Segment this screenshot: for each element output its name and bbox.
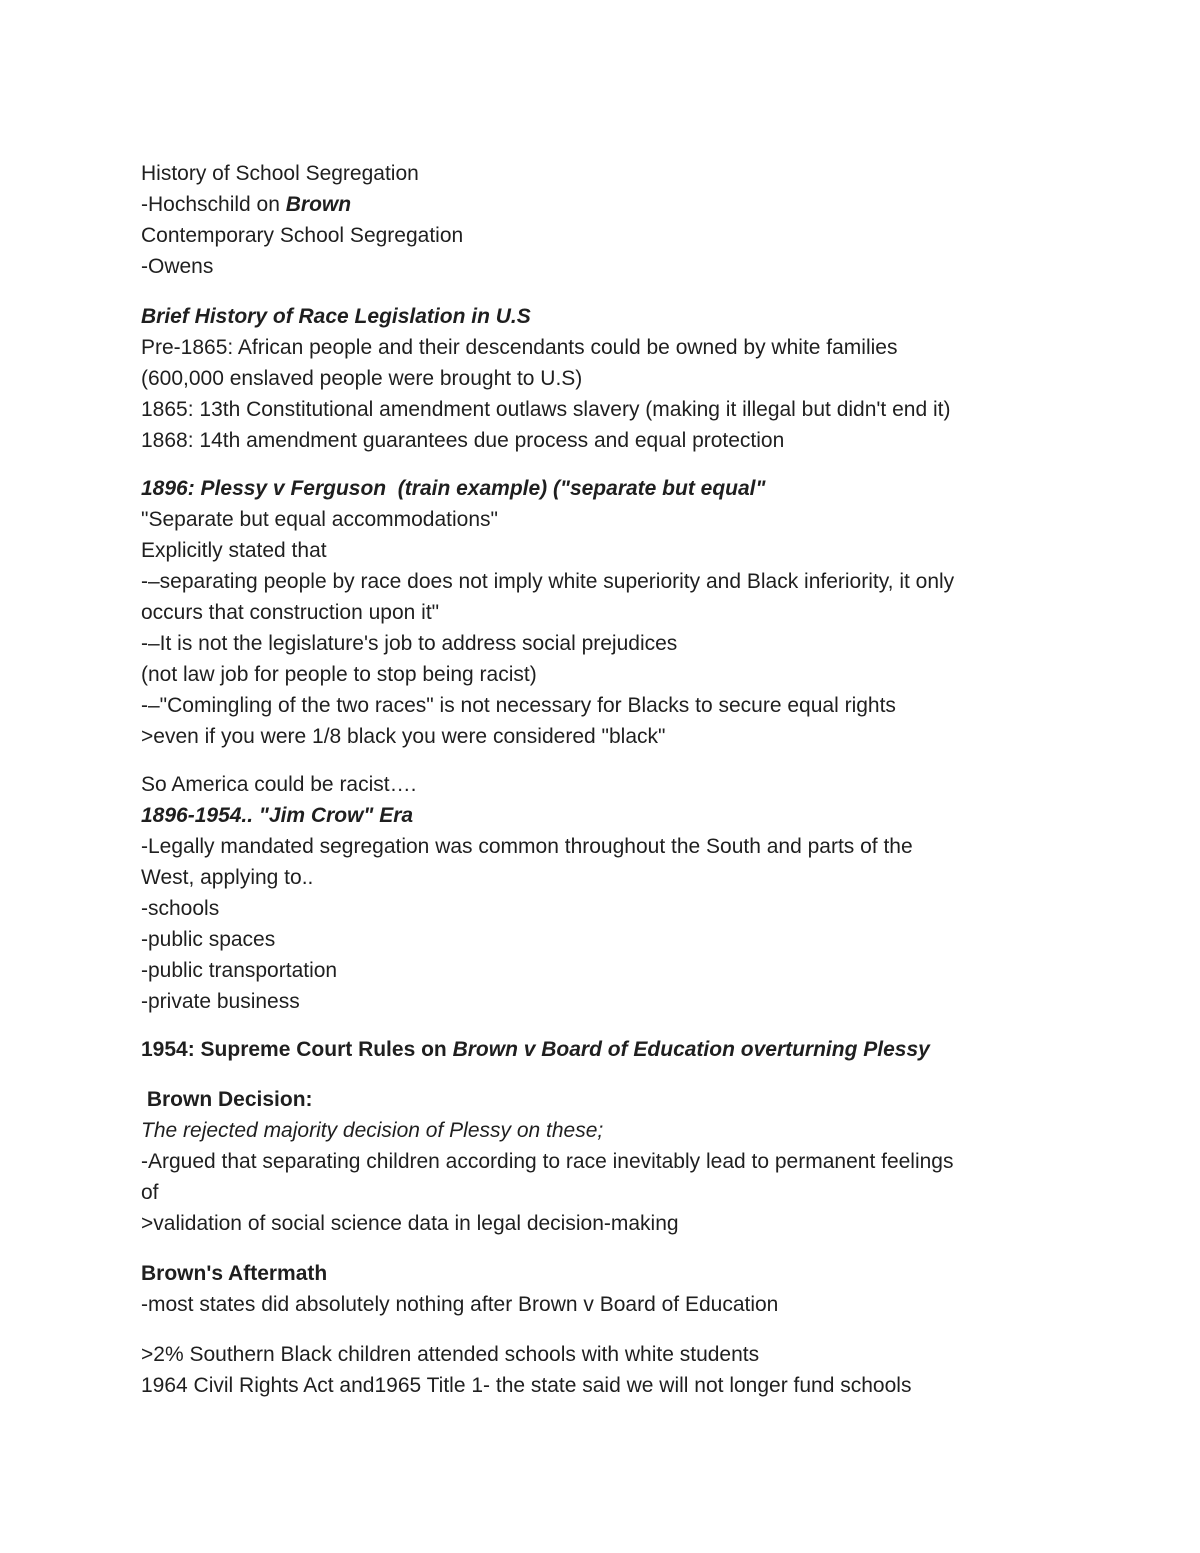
ruling-bold: 1954: Supreme Court Rules on <box>141 1038 453 1061</box>
intro-line-2-prefix: -Hochschild on <box>141 193 286 216</box>
document-page <box>141 158 1081 1401</box>
intro-line-3: Contemporary School Segregation <box>141 224 464 247</box>
jim-crow-line: -public transportation <box>141 959 338 982</box>
plessy-line: Explicitly stated that <box>141 539 327 562</box>
brown-decision-line: -Argued that separating children according to race inevitably lead to permanent feelings <box>141 1150 954 1173</box>
plessy-line: -–It is not the legislature's job to address social prejudices <box>141 632 678 655</box>
spacer <box>141 752 1081 769</box>
brief-history-line: (600,000 enslaved people were brought to U.S) <box>141 367 583 390</box>
intro-line-2-bold: Brown <box>285 193 352 216</box>
brief-history-line: 1865: 13th Constitutional amendment outlaws slavery (making it illegal but didn't end it) <box>141 398 951 421</box>
plessy-line: "Separate but equal accommodations" <box>141 508 498 531</box>
jim-crow-intro: So America could be racist…. <box>141 773 417 796</box>
brown-decision-italic-line: The rejected majority decision of Plessy on these; <box>141 1119 604 1142</box>
aftermath-line: 1964 Civil Rights Act and1965 Title 1- the state said we will not longer fund schools <box>141 1374 912 1397</box>
intro-line-4: -Owens <box>141 255 214 278</box>
brown-decision-heading: Brown Decision: <box>141 1088 313 1111</box>
spacer <box>141 282 1081 301</box>
ruling-bold-italic: Brown v Board of Education overturning Plessy <box>452 1038 930 1061</box>
plessy-line: occurs that construction upon it" <box>141 601 440 624</box>
brown-decision-line: >validation of social science data in legal decision-making <box>141 1212 679 1235</box>
spacer <box>141 1320 1081 1339</box>
jim-crow-line: -private business <box>141 990 300 1013</box>
brief-history-heading: Brief History of Race Legislation in U.S <box>141 305 531 328</box>
jim-crow-line: -schools <box>141 897 220 920</box>
aftermath-line: -most states did absolutely nothing after Brown v Board of Education <box>141 1293 779 1316</box>
jim-crow-line: -public spaces <box>141 928 276 951</box>
jim-crow-line: -Legally mandated segregation was common throughout the South and parts of the <box>141 835 913 858</box>
aftermath-line: >2% Southern Black children attended schools with white students <box>141 1343 760 1366</box>
brown-decision-line: of <box>141 1181 159 1204</box>
brief-history-line: Pre-1865: African people and their descendants could be owned by white families <box>141 336 898 359</box>
plessy-line: -–separating people by race does not imply white superiority and Black inferiority, it only <box>141 570 955 593</box>
jim-crow-line: West, applying to.. <box>141 866 314 889</box>
intro-line-1: History of School Segregation <box>141 162 419 185</box>
plessy-line: -–"Comingling of the two races" is not necessary for Blacks to secure equal rights <box>141 694 896 717</box>
aftermath-heading: Brown's Aftermath <box>141 1262 328 1285</box>
plessy-heading: 1896: Plessy v Ferguson (train example) ("separate but equal" <box>141 477 766 500</box>
spacer <box>141 456 1081 473</box>
brief-history-line: 1868: 14th amendment guarantees due process and equal protection <box>141 429 785 452</box>
spacer <box>141 1065 1081 1084</box>
jim-crow-heading: 1896-1954.. "Jim Crow" Era <box>141 804 414 827</box>
plessy-line: (not law job for people to stop being racist) <box>141 663 537 686</box>
plessy-line: >even if you were 1/8 black you were considered "black" <box>141 725 666 748</box>
ruling-heading <box>141 1034 1081 1065</box>
spacer <box>141 1017 1081 1034</box>
spacer <box>141 1239 1081 1258</box>
intro-line-2 <box>141 189 1081 220</box>
